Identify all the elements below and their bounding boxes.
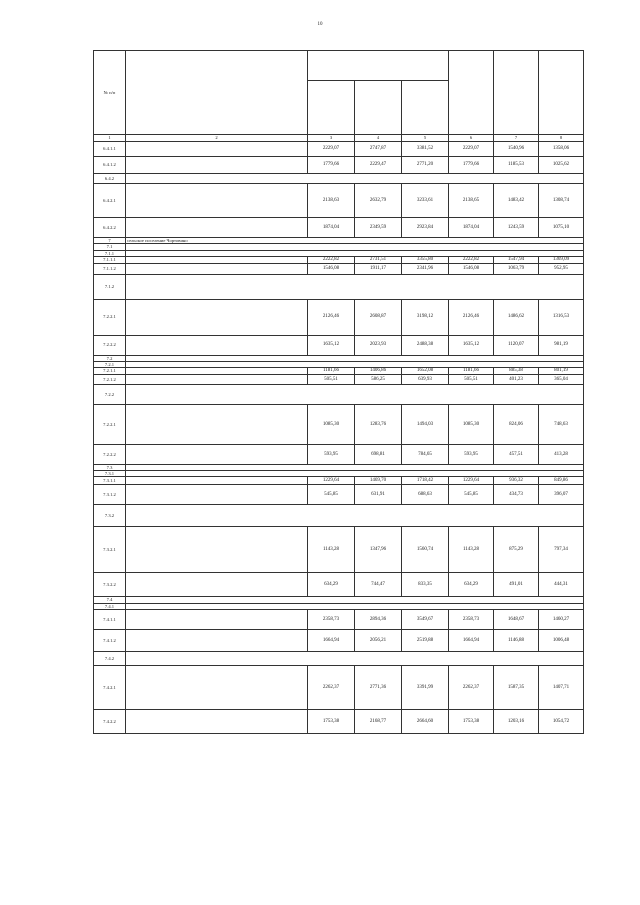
row-number: 7.2 bbox=[94, 355, 126, 361]
column-index: 4 bbox=[355, 135, 402, 142]
header-sub-col-3 bbox=[402, 81, 449, 135]
value-cell: 505,51 bbox=[449, 374, 494, 384]
value-cell: 784,65 bbox=[402, 444, 449, 464]
value-cell: 1469,70 bbox=[355, 477, 402, 485]
value-cell: 2664,60 bbox=[402, 710, 449, 734]
value-cell: 634,29 bbox=[449, 573, 494, 597]
table-row bbox=[94, 184, 584, 218]
column-index: 8 bbox=[539, 135, 584, 142]
value-cell: 1143,28 bbox=[449, 527, 494, 573]
row-description bbox=[126, 142, 308, 157]
table-row bbox=[94, 630, 584, 652]
value-cell: 2262,37 bbox=[308, 666, 355, 710]
value-cell: 444,31 bbox=[539, 573, 584, 597]
table-row bbox=[94, 710, 584, 734]
header-description bbox=[126, 51, 308, 135]
value-cell: 1648,67 bbox=[494, 610, 539, 630]
row-number: 7.3.2.1 bbox=[94, 527, 126, 573]
tariff-table bbox=[93, 50, 584, 734]
row-description bbox=[126, 263, 308, 274]
value-cell: 3381,52 bbox=[402, 142, 449, 157]
value-cell: 1664,94 bbox=[308, 630, 355, 652]
table-row bbox=[94, 218, 584, 238]
row-number: 7.3.2 bbox=[94, 505, 126, 527]
value-cell: 2519,88 bbox=[402, 630, 449, 652]
value-cell: 2168,77 bbox=[355, 710, 402, 734]
value-cell: 1025,62 bbox=[539, 157, 584, 174]
value-cell: 1120,07 bbox=[494, 335, 539, 355]
value-cell: 593,95 bbox=[308, 444, 355, 464]
column-index: 5 bbox=[402, 135, 449, 142]
row-description bbox=[126, 444, 308, 464]
value-cell: 1143,28 bbox=[308, 527, 355, 573]
value-cell: 1146,88 bbox=[494, 630, 539, 652]
value-cell: 434,73 bbox=[494, 485, 539, 505]
row-description bbox=[126, 184, 308, 218]
value-cell: 2771,20 bbox=[402, 157, 449, 174]
row-number: 7.4.1.1 bbox=[94, 610, 126, 630]
value-cell: 1779,66 bbox=[449, 157, 494, 174]
value-cell: 631,91 bbox=[355, 485, 402, 505]
row-description bbox=[126, 477, 308, 485]
column-index: 3 bbox=[308, 135, 355, 142]
value-cell: 401,23 bbox=[494, 374, 539, 384]
row-number: 6.4.1.2 bbox=[94, 157, 126, 174]
value-cell: 3233,61 bbox=[402, 184, 449, 218]
table-row bbox=[94, 374, 584, 384]
value-cell: 797,34 bbox=[539, 527, 584, 573]
value-cell: 1494,03 bbox=[402, 404, 449, 444]
row-number: 7.2.1.1 bbox=[94, 368, 126, 375]
row-description bbox=[126, 335, 308, 355]
value-cell: 2023,93 bbox=[355, 335, 402, 355]
column-index: 6 bbox=[449, 135, 494, 142]
value-cell: 2894,36 bbox=[355, 610, 402, 630]
value-cell: 1283,76 bbox=[355, 404, 402, 444]
row-number: 7.3.2.2 bbox=[94, 573, 126, 597]
table-row bbox=[94, 299, 584, 335]
table-row bbox=[94, 256, 584, 263]
value-cell: 1753,38 bbox=[308, 710, 355, 734]
value-cell: 3391,99 bbox=[402, 666, 449, 710]
value-cell: 1006,48 bbox=[539, 630, 584, 652]
value-cell: 748,63 bbox=[539, 404, 584, 444]
value-cell: 2229,07 bbox=[308, 142, 355, 157]
row-number: 7.1.1.1 bbox=[94, 256, 126, 263]
row-number: 7.3.1 bbox=[94, 471, 126, 477]
value-cell: 1185,53 bbox=[494, 157, 539, 174]
value-cell: 1085,30 bbox=[308, 404, 355, 444]
row-description bbox=[126, 573, 308, 597]
table-row bbox=[94, 527, 584, 573]
value-cell: 2358,73 bbox=[449, 610, 494, 630]
value-cell: 545,85 bbox=[449, 485, 494, 505]
header-col-p4 bbox=[449, 51, 494, 135]
value-cell: 491,01 bbox=[494, 573, 539, 597]
section-row bbox=[94, 274, 584, 299]
value-cell: 505,51 bbox=[308, 374, 355, 384]
row-number: 7.1.1.2 bbox=[94, 263, 126, 274]
value-cell: 1911,17 bbox=[355, 263, 402, 274]
value-cell: 1546,08 bbox=[449, 263, 494, 274]
row-description bbox=[126, 368, 308, 375]
value-cell: 1874,04 bbox=[449, 218, 494, 238]
table-row bbox=[94, 485, 584, 505]
row-description bbox=[126, 666, 308, 710]
row-description bbox=[126, 299, 308, 335]
value-cell: 1347,96 bbox=[355, 527, 402, 573]
header-col-p6 bbox=[539, 51, 584, 135]
row-description bbox=[126, 404, 308, 444]
value-cell: 833,35 bbox=[402, 573, 449, 597]
value-cell: 1229,64 bbox=[308, 477, 355, 485]
value-cell: 688,63 bbox=[402, 485, 449, 505]
value-cell: 2222,82 bbox=[449, 256, 494, 263]
value-cell: 2126,46 bbox=[449, 299, 494, 335]
value-cell: 2747,87 bbox=[355, 142, 402, 157]
section-row bbox=[94, 505, 584, 527]
value-cell: 2608,87 bbox=[355, 299, 402, 335]
section-title bbox=[126, 384, 584, 404]
value-cell: 824,06 bbox=[494, 404, 539, 444]
value-cell: 1547,94 bbox=[494, 256, 539, 263]
row-number: 7.4 bbox=[94, 597, 126, 603]
value-cell: 634,29 bbox=[308, 573, 355, 597]
row-description bbox=[126, 527, 308, 573]
value-cell: 1358,06 bbox=[539, 142, 584, 157]
value-cell: 1075,10 bbox=[539, 218, 584, 238]
value-cell: 2731,51 bbox=[355, 256, 402, 263]
value-cell: 2138,63 bbox=[308, 184, 355, 218]
table-row bbox=[94, 610, 584, 630]
value-cell: 2349,59 bbox=[355, 218, 402, 238]
table-body bbox=[94, 142, 584, 734]
section-row bbox=[94, 652, 584, 666]
value-cell: 1664,94 bbox=[449, 630, 494, 652]
value-cell: 1718,42 bbox=[402, 477, 449, 485]
value-cell: 1635,12 bbox=[449, 335, 494, 355]
value-cell: 2358,73 bbox=[308, 610, 355, 630]
row-number: 7.4.2.2 bbox=[94, 710, 126, 734]
row-description bbox=[126, 157, 308, 174]
row-number: 7.4.1 bbox=[94, 603, 126, 609]
value-cell: 2488,38 bbox=[402, 335, 449, 355]
value-cell: 365,04 bbox=[539, 374, 584, 384]
value-cell: 1652,08 bbox=[402, 368, 449, 375]
table-row bbox=[94, 404, 584, 444]
row-description bbox=[126, 374, 308, 384]
section-title: сельское поселение Чортовино bbox=[126, 238, 584, 244]
value-cell: 1483,42 bbox=[494, 184, 539, 218]
value-cell: 1063,79 bbox=[494, 263, 539, 274]
header-number: № п/п bbox=[94, 51, 126, 135]
value-cell: 2229,07 bbox=[449, 142, 494, 157]
header-col-p5 bbox=[494, 51, 539, 135]
row-number: 7.2.2.1 bbox=[94, 404, 126, 444]
table-row bbox=[94, 157, 584, 174]
value-cell: 1369,09 bbox=[539, 256, 584, 263]
row-description bbox=[126, 710, 308, 734]
table-row bbox=[94, 335, 584, 355]
value-cell: 1085,30 bbox=[449, 404, 494, 444]
row-number: 6.4.2.2 bbox=[94, 218, 126, 238]
value-cell: 1181,66 bbox=[308, 368, 355, 375]
row-number: 7.4.2.1 bbox=[94, 666, 126, 710]
table-row bbox=[94, 368, 584, 375]
header-group-title bbox=[308, 51, 449, 81]
section-row bbox=[94, 174, 584, 184]
section-title bbox=[126, 652, 584, 666]
value-cell: 3198,12 bbox=[402, 299, 449, 335]
value-cell: 801,19 bbox=[539, 368, 584, 375]
row-number: 6.4.2.1 bbox=[94, 184, 126, 218]
value-cell: 849,86 bbox=[539, 477, 584, 485]
section-title bbox=[126, 505, 584, 527]
value-cell: 1316,53 bbox=[539, 299, 584, 335]
value-cell: 1203,16 bbox=[494, 710, 539, 734]
header-sub-col-1 bbox=[308, 81, 355, 135]
row-number: 7.2.1 bbox=[94, 361, 126, 367]
value-cell: 875,29 bbox=[494, 527, 539, 573]
row-number: 7.2.2.1 bbox=[94, 299, 126, 335]
row-number: 7.1 bbox=[94, 244, 126, 250]
row-number: 7.2.1.2 bbox=[94, 374, 126, 384]
row-description bbox=[126, 610, 308, 630]
value-cell: 1560,74 bbox=[402, 527, 449, 573]
value-cell: 2222,82 bbox=[308, 256, 355, 263]
value-cell: 2771,36 bbox=[355, 666, 402, 710]
column-index: 2 bbox=[126, 135, 308, 142]
value-cell: 1181,66 bbox=[449, 368, 494, 375]
value-cell: 1540,96 bbox=[494, 142, 539, 157]
value-cell: 1407,71 bbox=[539, 666, 584, 710]
row-description bbox=[126, 630, 308, 652]
page-number: 10 bbox=[317, 22, 323, 27]
value-cell: 981,19 bbox=[539, 335, 584, 355]
table-row bbox=[94, 142, 584, 157]
value-cell: 1587,35 bbox=[494, 666, 539, 710]
value-cell: 1874,04 bbox=[308, 218, 355, 238]
row-number: 7.3 bbox=[94, 464, 126, 470]
value-cell: 1460,27 bbox=[539, 610, 584, 630]
value-cell: 1635,12 bbox=[308, 335, 355, 355]
section-title bbox=[126, 274, 584, 299]
value-cell: 936,32 bbox=[494, 477, 539, 485]
row-number: 7 bbox=[94, 238, 126, 244]
value-cell: 698,81 bbox=[355, 444, 402, 464]
value-cell: 744,47 bbox=[355, 573, 402, 597]
row-number: 7.2.2 bbox=[94, 384, 126, 404]
value-cell: 1779,66 bbox=[308, 157, 355, 174]
table-row bbox=[94, 444, 584, 464]
row-number: 7.4.2 bbox=[94, 652, 126, 666]
row-number: 7.2.2.2 bbox=[94, 444, 126, 464]
value-cell: 2632,79 bbox=[355, 184, 402, 218]
value-cell: 1406,86 bbox=[355, 368, 402, 375]
value-cell: 2341,96 bbox=[402, 263, 449, 274]
value-cell: 457,51 bbox=[494, 444, 539, 464]
section-title bbox=[126, 174, 584, 184]
value-cell: 952,95 bbox=[539, 263, 584, 274]
row-number: 6.4.1.1 bbox=[94, 142, 126, 157]
value-cell: 1054,72 bbox=[539, 710, 584, 734]
value-cell: 639,93 bbox=[402, 374, 449, 384]
value-cell: 1486,62 bbox=[494, 299, 539, 335]
row-number: 7.4.1.2 bbox=[94, 630, 126, 652]
table-row bbox=[94, 477, 584, 485]
value-cell: 1243,59 bbox=[494, 218, 539, 238]
row-number: 7.1.1 bbox=[94, 250, 126, 256]
value-cell: 396,07 bbox=[539, 485, 584, 505]
value-cell: 2126,46 bbox=[308, 299, 355, 335]
value-cell: 2229,47 bbox=[355, 157, 402, 174]
row-number: 7.2.2.2 bbox=[94, 335, 126, 355]
column-index-row bbox=[94, 135, 584, 142]
tariff-table-container bbox=[93, 50, 583, 734]
value-cell: 1229,64 bbox=[449, 477, 494, 485]
row-description bbox=[126, 485, 308, 505]
row-number: 7.3.1.1 bbox=[94, 477, 126, 485]
value-cell: 545,85 bbox=[308, 485, 355, 505]
value-cell: 3355,80 bbox=[402, 256, 449, 263]
row-number: 7.3.1.2 bbox=[94, 485, 126, 505]
value-cell: 593,95 bbox=[449, 444, 494, 464]
value-cell: 413,28 bbox=[539, 444, 584, 464]
row-description bbox=[126, 256, 308, 263]
row-number: 6.4.2 bbox=[94, 174, 126, 184]
value-cell: 2138,65 bbox=[449, 184, 494, 218]
value-cell: 3549,67 bbox=[402, 610, 449, 630]
value-cell: 885,38 bbox=[494, 368, 539, 375]
column-index: 1 bbox=[94, 135, 126, 142]
table-row bbox=[94, 263, 584, 274]
row-number: 7.1.2 bbox=[94, 274, 126, 299]
value-cell: 2923,84 bbox=[402, 218, 449, 238]
row-description bbox=[126, 218, 308, 238]
header-sub-col-2 bbox=[355, 81, 402, 135]
column-index: 7 bbox=[494, 135, 539, 142]
value-cell: 1546,08 bbox=[308, 263, 355, 274]
value-cell: 1753,38 bbox=[449, 710, 494, 734]
table-row bbox=[94, 666, 584, 710]
section-row bbox=[94, 384, 584, 404]
table-row bbox=[94, 573, 584, 597]
value-cell: 586,25 bbox=[355, 374, 402, 384]
value-cell: 2056,21 bbox=[355, 630, 402, 652]
value-cell: 2262,37 bbox=[449, 666, 494, 710]
value-cell: 1308,74 bbox=[539, 184, 584, 218]
